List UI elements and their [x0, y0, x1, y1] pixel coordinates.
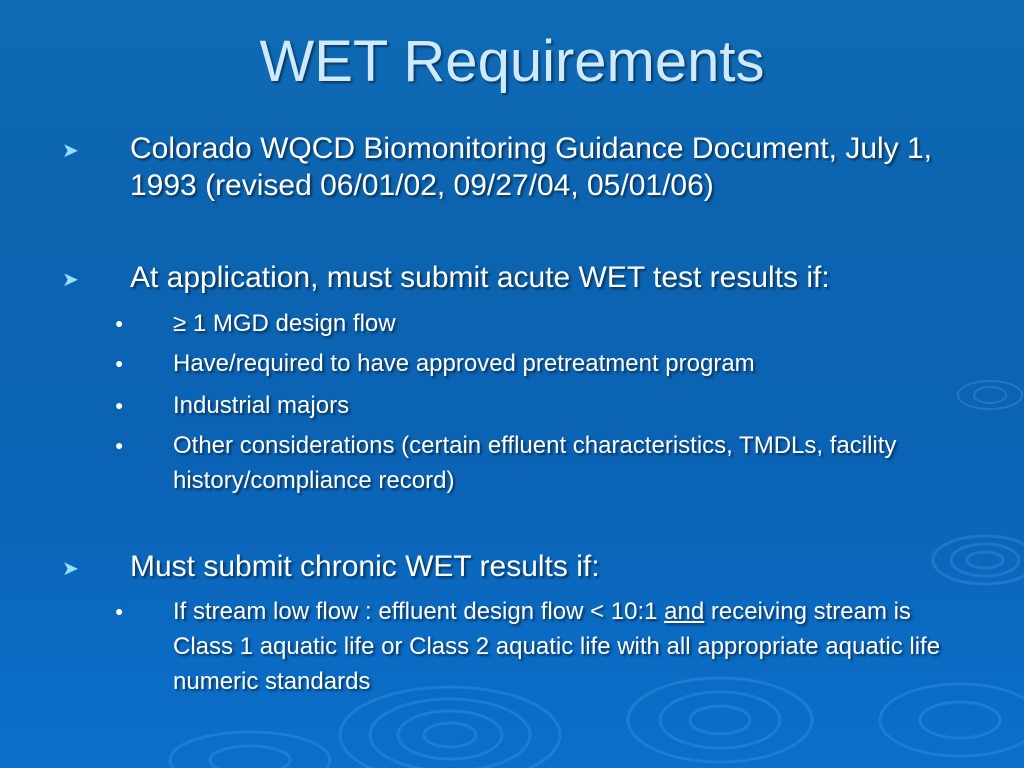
bullet-level2 — [115, 594, 973, 699]
dot-bullet-icon: ● — [115, 397, 124, 413]
bullet-level2 — [115, 306, 973, 341]
dot-bullet-icon: ● — [115, 603, 124, 619]
sub-bullet-text: Industrial majors — [173, 392, 350, 419]
sub-bullet-text-start: If stream low flow : effluent design flow < 10:1 — [173, 598, 665, 625]
bullet-level2 — [115, 346, 973, 381]
arrowhead-bullet-icon: ➤ — [62, 558, 79, 580]
sub-bullet-text — [173, 598, 940, 695]
slide-title: WET Requirements — [259, 29, 765, 94]
arrowhead-bullet-icon: ➤ — [62, 140, 79, 162]
sub-bullet-text: ≥ 1 MGD design flow — [173, 310, 396, 337]
bullet-level1 — [62, 548, 990, 585]
bullet-level2 — [115, 428, 973, 498]
sub-bullet-text: Other considerations (certain effluent characteristics, TMDLs, facility history/compliance record) — [173, 432, 897, 494]
bullet-text: Must submit chronic WET results if: — [130, 550, 600, 583]
bullet-text: At application, must submit acute WET test results if: — [130, 261, 830, 294]
underlined-and: and — [664, 598, 705, 625]
bullet-level1 — [62, 130, 990, 204]
bullet-text: Colorado WQCD Biomonitoring Guidance Document, July 1, 1993 (revised 06/01/02, 09/27/04, 05/01/06) — [130, 132, 933, 202]
arrowhead-bullet-icon: ➤ — [62, 269, 79, 291]
dot-bullet-icon: ● — [115, 315, 124, 331]
bullet-level1 — [62, 259, 990, 296]
sub-bullet-text: Have/required to have approved pretreatment program — [173, 350, 755, 377]
dot-bullet-icon: ● — [115, 437, 124, 453]
bullet-level2 — [115, 388, 973, 423]
sub-bullet-text-end: receiving stream is Class 1 aquatic life or Class 2 aquatic life with all appropriate aquatic life numeric standards — [173, 598, 941, 695]
dot-bullet-icon: ● — [115, 355, 124, 371]
